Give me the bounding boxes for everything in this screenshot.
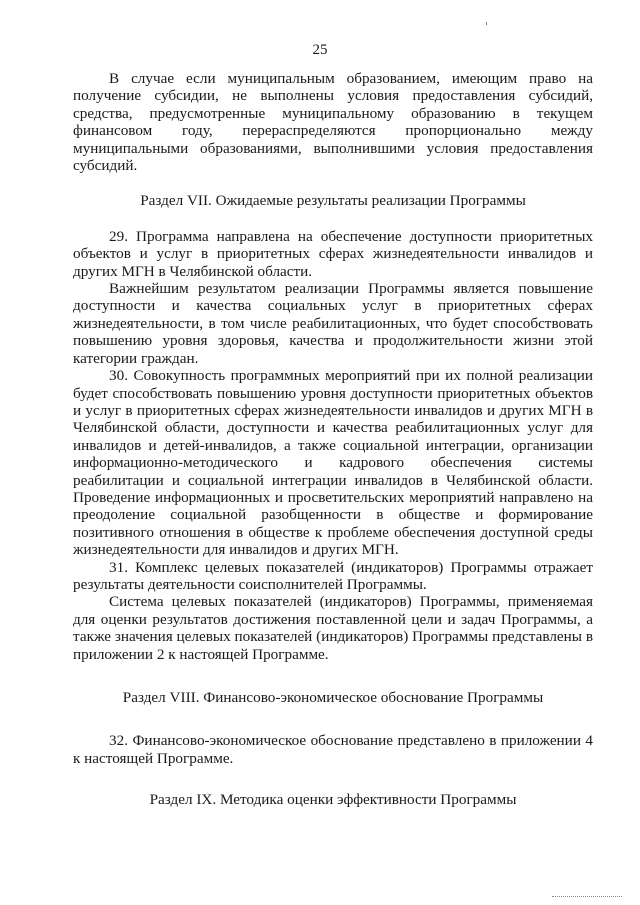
section-ix-heading: Раздел IX. Методика оценки эффективности Программы [149,791,517,809]
paragraph-indicator-system: Система целевых показателей (индикаторов) Программы, применяемая для оценки результатов достижения поставленной цели и задач Программы, а также значения целевых показателей (индикаторов) Программы представлены в приложении 2 к настоящей Программе. [73,593,593,663]
page-number: 25 [312,42,328,58]
section-vii-heading: Раздел VII. Ожидаемые результаты реализации Программы [140,192,526,210]
section-viii-heading: Раздел VIII. Финансово-экономическое обоснование Программы [122,689,544,706]
scan-mark-bottom [552,896,622,898]
scan-mark-top [486,22,487,25]
paragraph-32: 32. Финансово-экономическое обоснование представлено в приложении 4 к настоящей Программе. [73,732,593,767]
paragraph-main-result: Важнейшим результатом реализации Программы является повышение доступности и качества социальных услуг в приоритетных сферах жизнедеятельности, в том числе реабилитационных, что будет способствовать повышению уровня здоровья, качества и продолжительности жизни этой категории граждан. [73,280,593,367]
paragraph-31: 31. Комплекс целевых показателей (индикаторов) Программы отражает результаты деятельности соисполнителей Программы. [73,558,593,593]
paragraph-29: 29. Программа направлена на обеспечение доступности приоритетных объектов и услуг в приоритетных сферах жизнедеятельности инвалидов и других МГН в Челябинской области. [73,227,593,280]
document-body [73,70,593,809]
paragraph-subsidy-redistribution: В случае если муниципальным образованием, имеющим право на получение субсидии, не выполнены условия предоставления субсидий, средства, предусмотренные муниципальному образованию в текущем финансовом году, перераспределяются пропорционально между муниципальными образованиями, выполнившими условия предоставления субсидий. [73,70,593,175]
paragraph-30: 30. Совокупность программных мероприятий при их полной реализации будет способствовать повышению уровня доступности приоритетных объектов и услуг в приоритетных сферах жизнедеятельности инвалидов и других МГН в Челябинской области, доступности и качества реабилитационных услуг для инвалидов и детей-инвалидов, а также социальной интеграции, организации информационно-методического и кадрового обеспечения системы реабилитации и социальной интеграции инвалидов в Челябинской области. Проведение информационных и просветительских мероприятий направлено на преодоление социальной разобщенности в обществе и формирование позитивного отношения в обществе к проблеме обеспечения доступной среды жизнедеятельности для инвалидов и других МГН. [73,367,593,559]
